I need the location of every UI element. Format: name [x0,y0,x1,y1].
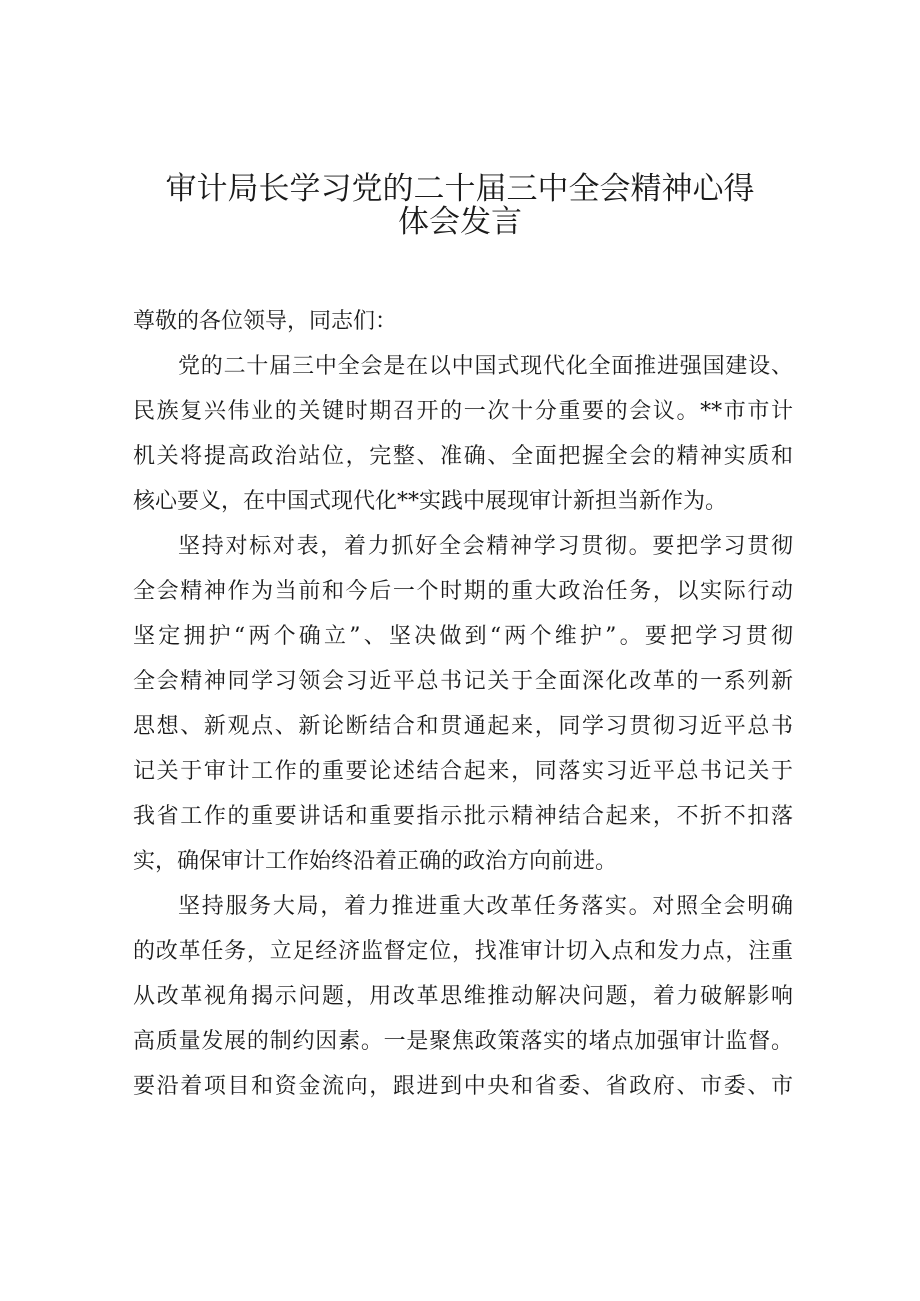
paragraph-2-line-1: 坚持对标对表，着力抓好全会精神学习贯彻。要把学习贯彻 [178,534,793,559]
paragraph-2-line-8: 实，确保审计工作始终沿着正确的政治方向前进。 [133,849,618,874]
paragraph-3-line-1: 坚持服务大局，着力推进重大改革任务落实。对照全会明确 [178,894,793,919]
paragraph-3-line-5: 要沿着项目和资金流向，跟进到中央和省委、省政府、市委、市 [133,1074,793,1099]
paragraph-1-line-2: 民族复兴伟业的关键时期召开的一次十分重要的会议。**市市计 [133,399,793,424]
paragraph-2-line-4: 全会精神同学习领会习近平总书记关于全面深化改革的一系列新 [133,669,793,694]
paragraph-1-line-3: 机关将提高政治站位，完整、准确、全面把握全会的精神实质和 [133,444,793,469]
paragraph-2-line-6: 记关于审计工作的重要论述结合起来，同落实习近平总书记关于 [133,759,793,784]
paragraph-1-line-4: 核心要义，在中国式现代化**实践中展现审计新担当新作为。 [133,489,728,514]
paragraph-1-line-1: 党的二十届三中全会是在以中国式现代化全面推进强国建设、 [178,354,793,379]
paragraph-2-line-5: 思想、新观点、新论断结合和贯通起来，同学习贯彻习近平总书 [133,714,793,739]
paragraph-3-line-3: 从改革视角揭示问题，用改革思维推动解决问题，着力破解影响 [133,984,793,1009]
document-title-line-2: 体会发言 [398,204,522,240]
document-title-line-1: 审计局长学习党的二十届三中全会精神心得 [165,171,755,207]
paragraph-2-line-2: 全会精神作为当前和今后一个时期的重大政治任务，以实际行动 [133,579,793,604]
salutation: 尊敬的各位领导，同志们： [133,309,398,334]
paragraph-3-line-4: 高质量发展的制约因素。一是聚焦政策落实的堵点加强审计监督。 [133,1029,793,1054]
paragraph-2-line-7: 我省工作的重要讲话和重要指示批示精神结合起来，不折不扣落 [133,804,793,829]
paragraph-2-line-3: 坚定拥护“两个确立”、坚决做到“两个维护”。要把学习贯彻 [133,624,793,649]
paragraph-3-line-2: 的改革任务，立足经济监督定位，找准审计切入点和发力点，注重 [133,939,793,964]
